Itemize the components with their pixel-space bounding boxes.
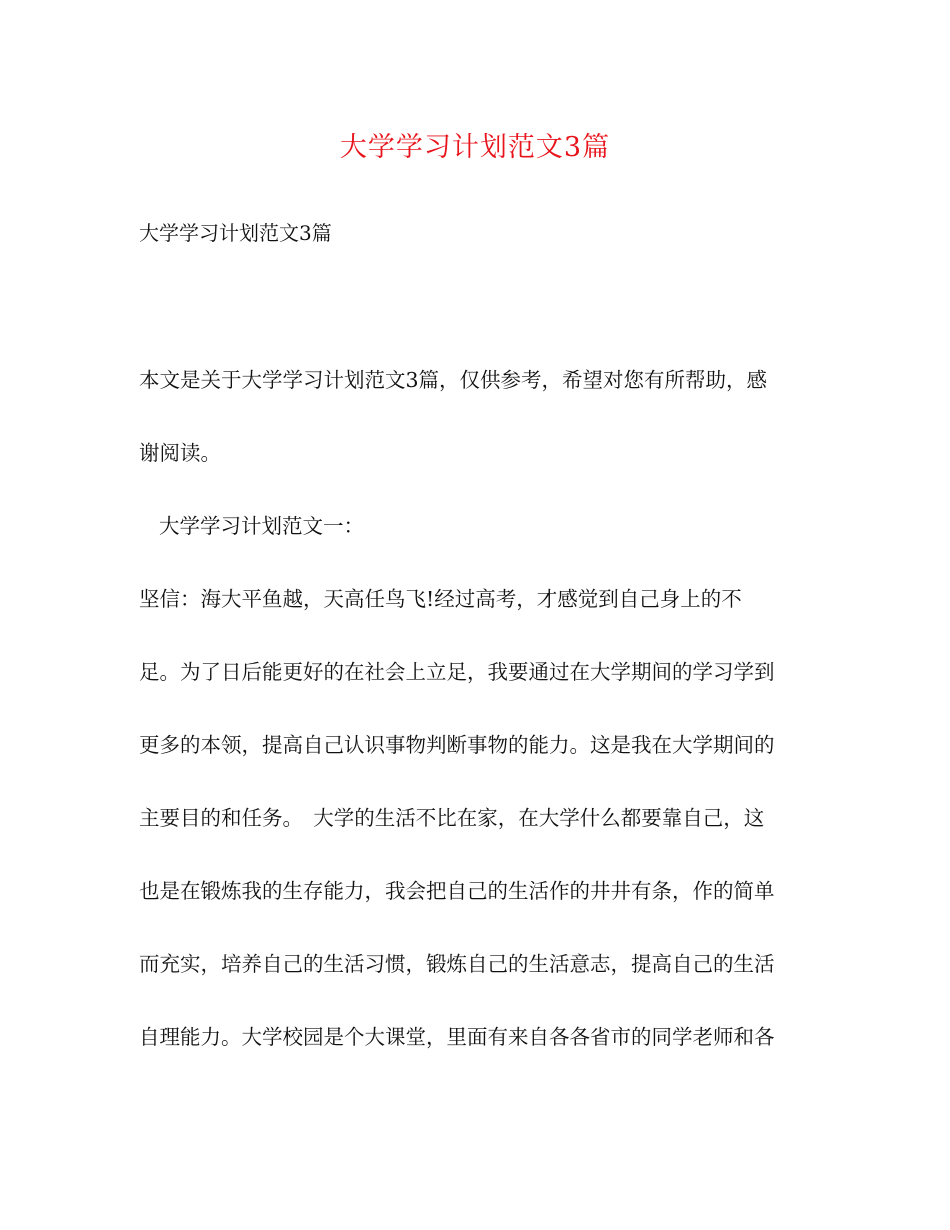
body-line: 更多的本领，提高自己认识事物判断事物的能力。这是我在大学期间的: [139, 733, 775, 757]
body-line: 本文是关于大学学习计划范文3篇，仅供参考，希望对您有所帮助，感: [139, 368, 768, 392]
body-line: 也是在锻炼我的生存能力，我会把自己的生活作的井井有条，作的简单: [139, 879, 775, 903]
body-line: 坚信：海大平鱼越，天高任鸟飞!经过高考，才感觉到自己身上的不: [139, 587, 742, 611]
body-line: 主要目的和任务。 大学的生活不比在家，在大学什么都要靠自己，这: [139, 806, 765, 830]
body-line: 足。为了日后能更好的在社会上立足，我要通过在大学期间的学习学到: [139, 660, 775, 684]
document-subtitle: 大学学习计划范文3篇: [139, 221, 332, 245]
section-heading: 大学学习计划范文一：: [159, 514, 364, 538]
body-line: 而充实，培养自己的生活习惯，锻炼自己的生活意志，提高自己的生活: [139, 952, 775, 976]
body-line: 谢阅读。: [139, 441, 221, 465]
document-body: [139, 362, 819, 1092]
document-title: 大学学习计划范文3篇: [339, 132, 611, 163]
body-line: 自理能力。大学校园是个大课堂，里面有来自各各省市的同学老师和各: [139, 1025, 775, 1049]
